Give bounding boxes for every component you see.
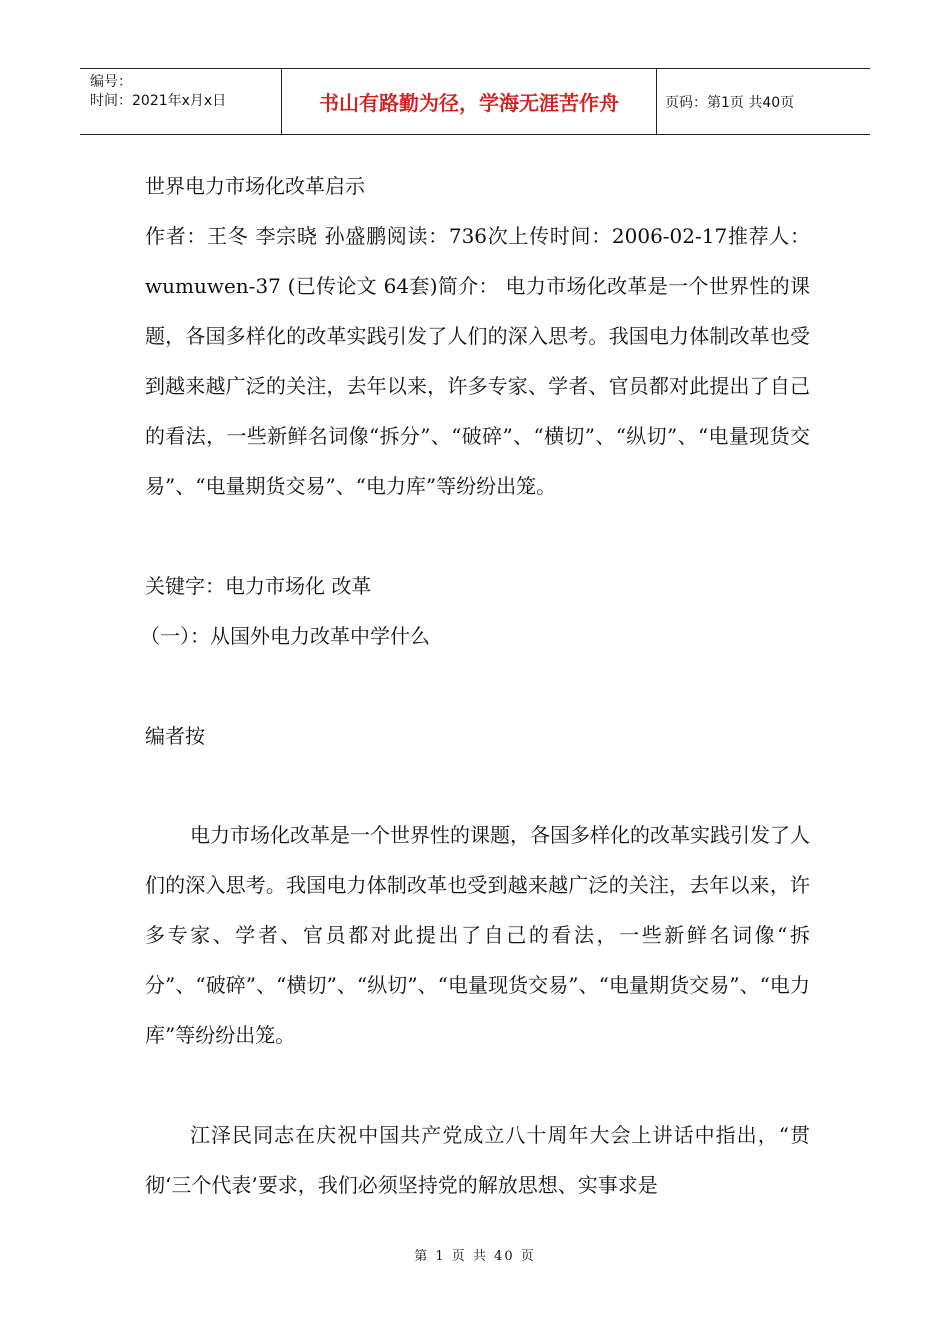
header-table	[80, 68, 870, 135]
time-label: 时间：2021年x月x日	[90, 93, 227, 109]
header-page-info: 页码：第1页 共40页	[665, 94, 795, 111]
header-motto: 书山有路勤为径，学海无涯苦作舟	[282, 69, 657, 134]
header-left-cell	[80, 69, 282, 134]
editor-note: 编者按	[145, 724, 205, 748]
paragraph-2: 江泽民同志在庆祝中国共产党成立八十周年大会上讲话中指出，“贯彻‘三个代表’要求，我们必须坚持党的解放思想、实事求是	[145, 1123, 810, 1197]
paragraph-1: 电力市场化改革是一个世界性的课题，各国多样化的改革实践引发了人们的深入思考。我国电力体制改革也受到越来越广泛的关注，去年以来，许多专家、学者、官员都对此提出了自己的看法，一些新鲜名词像“拆分”、“破碎”、“横切”、“纵切”、“电量现货交易”、“电量期货交易”、“电力库”等纷纷出笼。	[145, 823, 810, 1047]
page-footer: 第 1 页 共 40 页	[414, 1249, 536, 1264]
article-meta-intro: 作者：王冬 李宗晓 孙盛鹏阅读：736次上传时间：2006-02-17推荐人：wumuwen-37 (已传论文 64套)简介： 电力市场化改革是一个世界性的课题，各国多样化的改革实践引发了人们的深入思考。我国电力体制改革也受到越来越广泛的关注，去年以来，许多专家、学者、官员都对此提出了自己的看法，一些新鲜名词像“拆分”、“破碎”、“横切”、“纵切”、“电量现货交易”、“电量期货交易”、“电力库”等纷纷出笼。	[145, 224, 810, 498]
article-keywords: 关键字：电力市场化 改革	[145, 574, 372, 598]
number-label: 编号：	[90, 74, 132, 90]
section-heading: （一）：从国外电力改革中学什么	[140, 624, 430, 648]
article-title: 世界电力市场化改革启示	[145, 174, 365, 198]
